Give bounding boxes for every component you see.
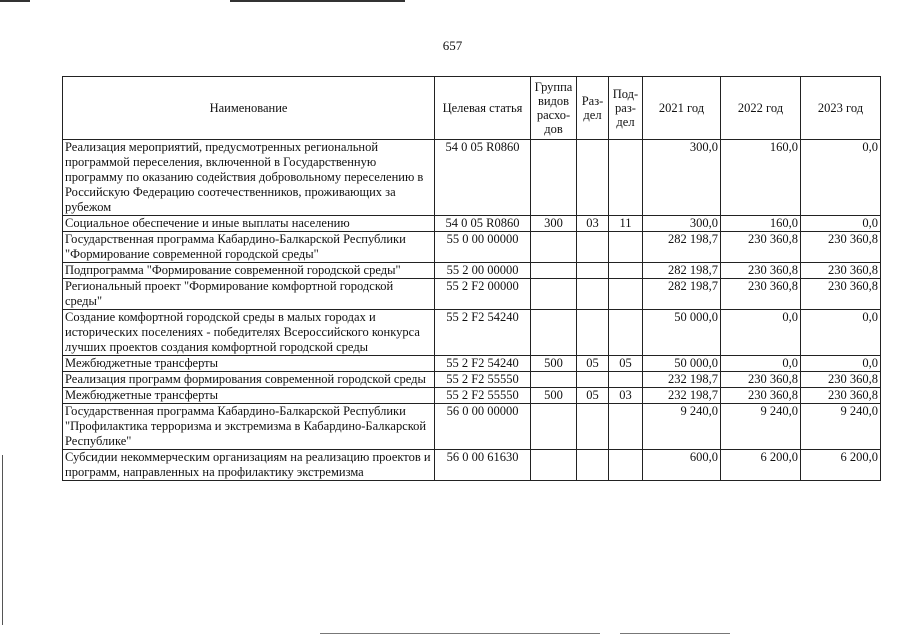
cell-2022: 9 240,0 <box>721 404 801 450</box>
cell-group <box>531 232 577 263</box>
cell-section <box>577 450 609 481</box>
page-number: 657 <box>442 38 463 53</box>
header-name: Наименование <box>63 77 435 140</box>
cell-target: 55 2 F2 54240 <box>435 310 531 356</box>
cell-2023: 230 360,8 <box>801 279 881 310</box>
scan-edge-left <box>2 455 3 625</box>
cell-section: 03 <box>577 216 609 232</box>
cell-2021: 232 198,7 <box>643 372 721 388</box>
cell-name: Создание комфортной городской среды в малых городах и исторических поселениях - победителях Всероссийского конкурса лучших проектов создания комфортной городской среды <box>63 310 435 356</box>
cell-group <box>531 372 577 388</box>
cell-2022: 230 360,8 <box>721 279 801 310</box>
cell-2022: 230 360,8 <box>721 388 801 404</box>
cell-section: 05 <box>577 388 609 404</box>
cell-2022: 160,0 <box>721 140 801 216</box>
table-row <box>63 372 881 388</box>
cell-2023: 230 360,8 <box>801 388 881 404</box>
cell-2022: 230 360,8 <box>721 263 801 279</box>
cell-name: Социальное обеспечение и иные выплаты населению <box>63 216 435 232</box>
header-target: Целевая статья <box>435 77 531 140</box>
cell-2021: 50 000,0 <box>643 310 721 356</box>
cell-group: 500 <box>531 388 577 404</box>
cell-group <box>531 140 577 216</box>
cell-subsection <box>609 140 643 216</box>
cell-group <box>531 310 577 356</box>
table-header-row <box>63 77 881 140</box>
cell-subsection: 05 <box>609 356 643 372</box>
cell-section <box>577 263 609 279</box>
cell-2022: 160,0 <box>721 216 801 232</box>
table-row <box>63 388 881 404</box>
cell-2021: 300,0 <box>643 140 721 216</box>
header-2022: 2022 год <box>721 77 801 140</box>
cell-section <box>577 372 609 388</box>
header-section: Раз-дел <box>577 77 609 140</box>
cell-target: 54 0 05 R0860 <box>435 140 531 216</box>
header-group: Группа видов расхо-дов <box>531 77 577 140</box>
cell-2021: 50 000,0 <box>643 356 721 372</box>
header-subsection: Под-раз-дел <box>609 77 643 140</box>
cell-name: Реализация программ формирования современной городской среды <box>63 372 435 388</box>
cell-subsection: 03 <box>609 388 643 404</box>
cell-subsection: 11 <box>609 216 643 232</box>
cell-target: 56 0 00 61630 <box>435 450 531 481</box>
cell-target: 55 2 F2 00000 <box>435 279 531 310</box>
cell-target: 55 0 00 00000 <box>435 232 531 263</box>
cell-name: Межбюджетные трансферты <box>63 356 435 372</box>
budget-table <box>62 76 881 481</box>
cell-2021: 282 198,7 <box>643 263 721 279</box>
cell-section <box>577 279 609 310</box>
cell-subsection <box>609 310 643 356</box>
table-row <box>63 404 881 450</box>
cell-group <box>531 263 577 279</box>
cell-section <box>577 310 609 356</box>
cell-2021: 300,0 <box>643 216 721 232</box>
cell-2022: 230 360,8 <box>721 372 801 388</box>
table-body <box>63 140 881 481</box>
cell-2021: 282 198,7 <box>643 279 721 310</box>
table-row <box>63 140 881 216</box>
cell-2022: 0,0 <box>721 356 801 372</box>
cell-name: Субсидии некоммерческим организациям на реализацию проектов и программ, направленных на профилактику экстремизма <box>63 450 435 481</box>
cell-subsection <box>609 279 643 310</box>
header-2023: 2023 год <box>801 77 881 140</box>
cell-section <box>577 232 609 263</box>
cell-2021: 282 198,7 <box>643 232 721 263</box>
cell-section <box>577 140 609 216</box>
cell-2023: 0,0 <box>801 140 881 216</box>
cell-target: 55 2 F2 54240 <box>435 356 531 372</box>
table-row <box>63 279 881 310</box>
cell-name: Подпрограмма "Формирование современной городской среды" <box>63 263 435 279</box>
cell-name: Региональный проект "Формирование комфортной городской среды" <box>63 279 435 310</box>
cell-group <box>531 404 577 450</box>
cell-target: 55 2 F2 55550 <box>435 388 531 404</box>
cell-subsection <box>609 232 643 263</box>
cell-2023: 0,0 <box>801 310 881 356</box>
cell-2023: 6 200,0 <box>801 450 881 481</box>
header-2021: 2021 год <box>643 77 721 140</box>
scan-edge-bottom <box>620 633 730 634</box>
cell-section: 05 <box>577 356 609 372</box>
table-row <box>63 356 881 372</box>
table-row <box>63 450 881 481</box>
cell-subsection <box>609 404 643 450</box>
cell-target: 55 2 F2 55550 <box>435 372 531 388</box>
scan-edge-top <box>0 0 30 2</box>
scan-edge-top <box>230 0 405 2</box>
table-row <box>63 263 881 279</box>
scan-edge-bottom <box>320 633 600 634</box>
cell-target: 54 0 05 R0860 <box>435 216 531 232</box>
cell-2023: 230 360,8 <box>801 263 881 279</box>
table-row <box>63 310 881 356</box>
cell-2023: 230 360,8 <box>801 372 881 388</box>
cell-2021: 232 198,7 <box>643 388 721 404</box>
cell-group: 300 <box>531 216 577 232</box>
cell-2022: 230 360,8 <box>721 232 801 263</box>
cell-2023: 230 360,8 <box>801 232 881 263</box>
cell-target: 56 0 00 00000 <box>435 404 531 450</box>
cell-group <box>531 279 577 310</box>
cell-subsection <box>609 372 643 388</box>
cell-section <box>577 404 609 450</box>
cell-subsection <box>609 450 643 481</box>
cell-2023: 0,0 <box>801 216 881 232</box>
cell-2022: 0,0 <box>721 310 801 356</box>
cell-target: 55 2 00 00000 <box>435 263 531 279</box>
cell-name: Межбюджетные трансферты <box>63 388 435 404</box>
table-row <box>63 216 881 232</box>
cell-2021: 9 240,0 <box>643 404 721 450</box>
cell-subsection <box>609 263 643 279</box>
cell-name: Государственная программа Кабардино-Балкарской Республики "Профилактика терроризма и экстремизма в Кабардино-Балкарской Республике" <box>63 404 435 450</box>
table-row <box>63 232 881 263</box>
cell-group: 500 <box>531 356 577 372</box>
cell-2023: 0,0 <box>801 356 881 372</box>
cell-2023: 9 240,0 <box>801 404 881 450</box>
cell-2022: 6 200,0 <box>721 450 801 481</box>
cell-name: Реализация мероприятий, предусмотренных региональной программой переселения, включенной в Государственную программу по оказанию содействия добровольному переселению в Российскую Федерацию соотечественников, проживающих за рубежом <box>63 140 435 216</box>
cell-2021: 600,0 <box>643 450 721 481</box>
cell-group <box>531 450 577 481</box>
cell-name: Государственная программа Кабардино-Балкарской Республики "Формирование современной городской среды" <box>63 232 435 263</box>
